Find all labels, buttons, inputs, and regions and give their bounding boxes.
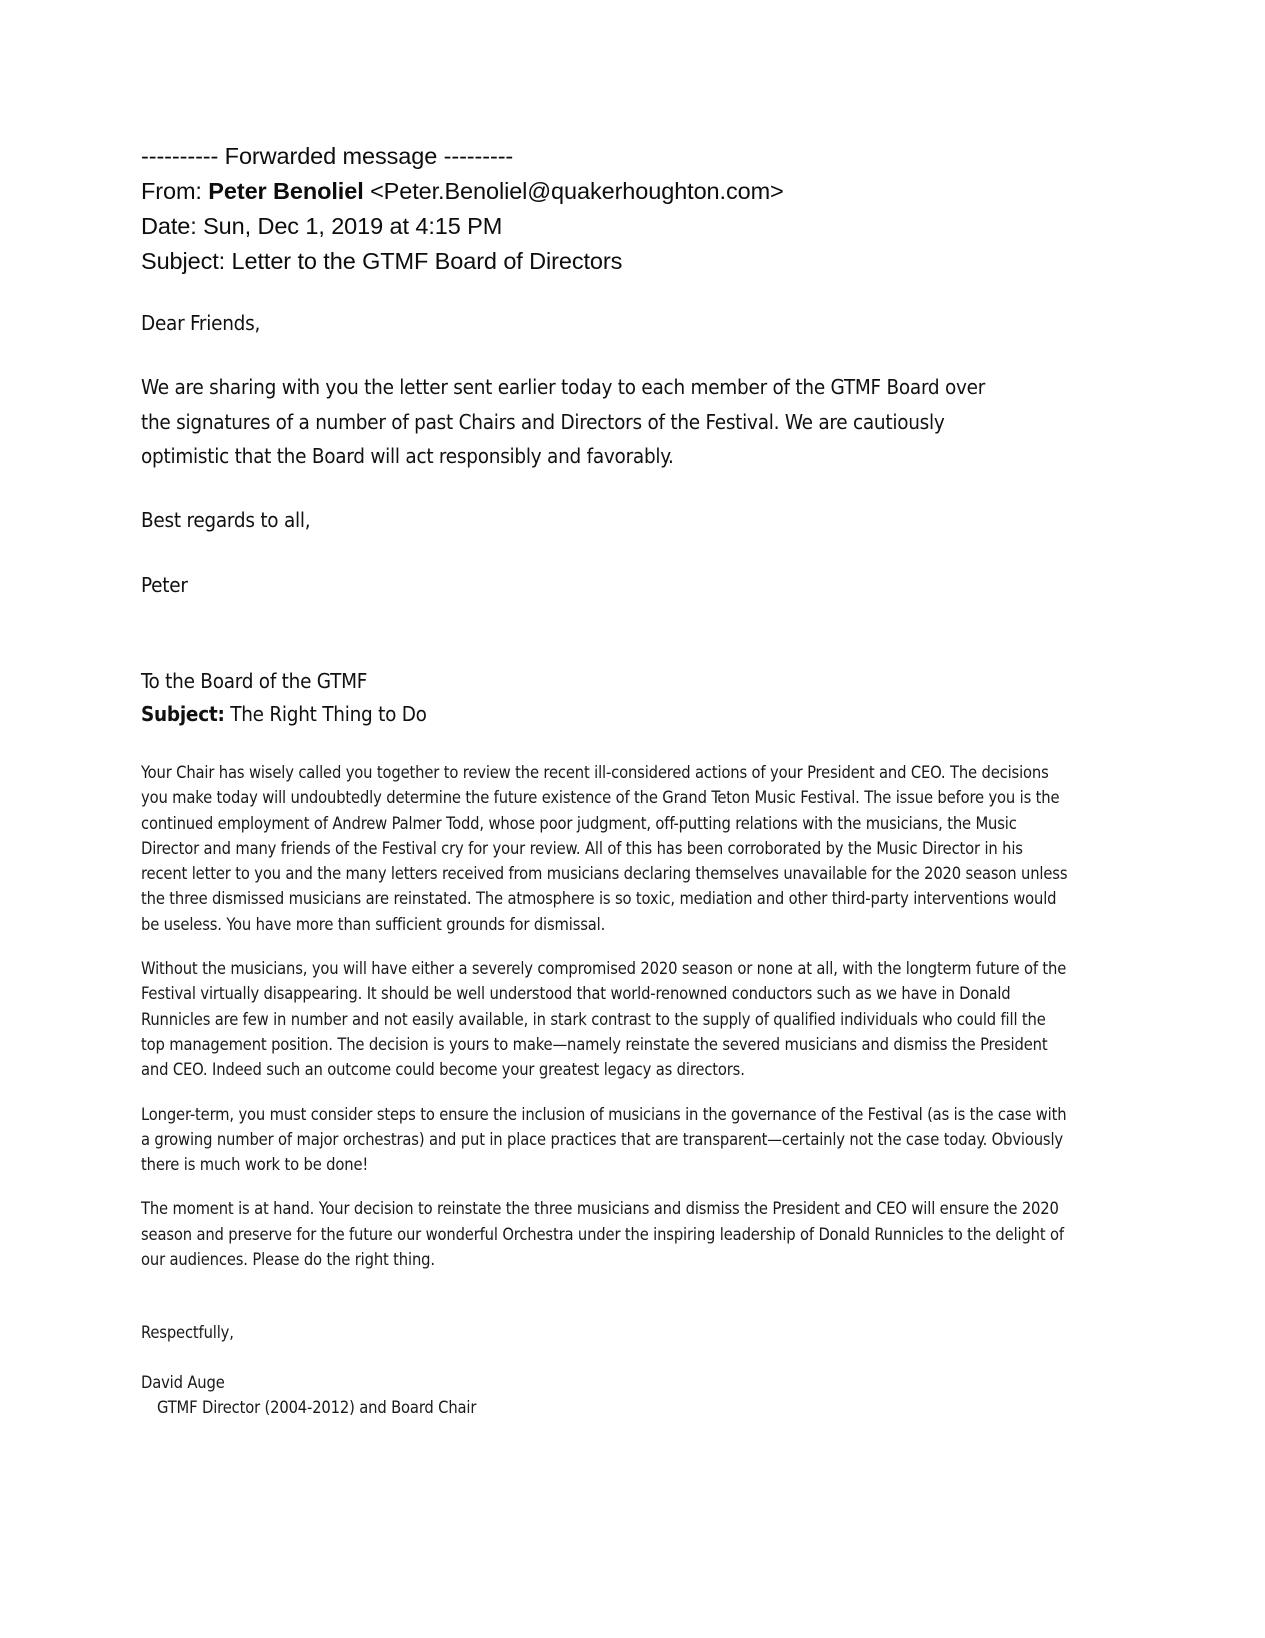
letter-subject: [141, 698, 427, 731]
letter-paragraph: Longer-term, you must consider steps to ensure the inclusion of musicians in the governance of the Festival (as is the case with a growing number of major orchestras) and put in place practices that are transparent—certainly not the case today. Obviously there is much work to be done!: [141, 1104, 1067, 1175]
forwarded-message-header: [141, 139, 1101, 279]
letter-closing: Respectfully,: [141, 1323, 234, 1342]
from-label: From:: [141, 178, 202, 204]
letter-paragraph: Without the musicians, you will have either a severely compromised 2020 season or none at all, with the longterm future of the Festival virtually disappearing. It should be well understood that world-renowned conductors such as we have in Donald Runnicles are few in number and not easily available, in stark contrast to the supply of qualified individuals who could fill the top management position. The decision is yours to make—namely reinstate the severed musicians and dismiss the President and CEO. Indeed such an outcome could become your greatest legacy as directors.: [141, 959, 1067, 1080]
intro-salutation: Dear Friends,: [141, 311, 261, 335]
signature-block: [141, 1370, 476, 1421]
letter-paragraph: Your Chair has wisely called you together to review the recent ill-considered actions of your President and CEO. The decisions you make today will undoubtedly determine the future existence of the Grand Teton Music Festival. The issue before you is the continued employment of Andrew Palmer Todd, whose poor judgment, off-putting relations with the musicians, the Music Director and many friends of the Festival cry for your review. All of this has been corroborated by the Music Director in his recent letter to you and the many letters received from musicians declaring themselves unavailable for the 2020 season unless the three dismissed musicians are reinstated. The atmosphere is so toxic, mediation and other third-party interventions would be useless. You have more than sufficient grounds for dismissal.: [141, 763, 1068, 934]
intro-body: [141, 370, 1071, 474]
intro-body-line-1: We are sharing with you the letter sent earlier today to each member of the GTMF Board over: [141, 375, 986, 399]
intro-closing: Best regards to all,: [141, 508, 311, 532]
letter-body: [141, 760, 1073, 1272]
from-line: [141, 174, 1101, 209]
from-sender-name: Peter Benoliel: [208, 178, 364, 204]
letter-paragraph: The moment is at hand. Your decision to reinstate the three musicians and dismiss the President and CEO will ensure the 2020 season and preserve for the future our wonderful Orchestra under the inspiring leadership of Donald Runnicles to the delight of our audiences. Please do the right thing.: [141, 1199, 1064, 1270]
letter-subject-value: The Right Thing to Do: [230, 702, 427, 726]
letter-addressee: To the Board of the GTMF: [141, 669, 368, 693]
forwarded-separator: ---------- Forwarded message ---------: [141, 143, 514, 169]
intro-body-line-3: optimistic that the Board will act responsibly and favorably.: [141, 444, 674, 468]
letter-subject-label: Subject:: [141, 702, 225, 726]
from-sender-email: <Peter.Benoliel@quakerhoughton.com>: [370, 178, 784, 204]
intro-body-line-2: the signatures of a number of past Chairs and Directors of the Festival. We are cautiously: [141, 409, 945, 434]
subject-line: Subject: Letter to the GTMF Board of Directors: [141, 248, 623, 274]
signature-role: GTMF Director (2004-2012) and Board Chair: [157, 1398, 477, 1418]
signature-name: David Auge: [141, 1373, 225, 1392]
date-line: Date: Sun, Dec 1, 2019 at 4:15 PM: [141, 213, 503, 239]
intro-sender-name: Peter: [141, 573, 188, 597]
letter-heading: [141, 665, 427, 731]
